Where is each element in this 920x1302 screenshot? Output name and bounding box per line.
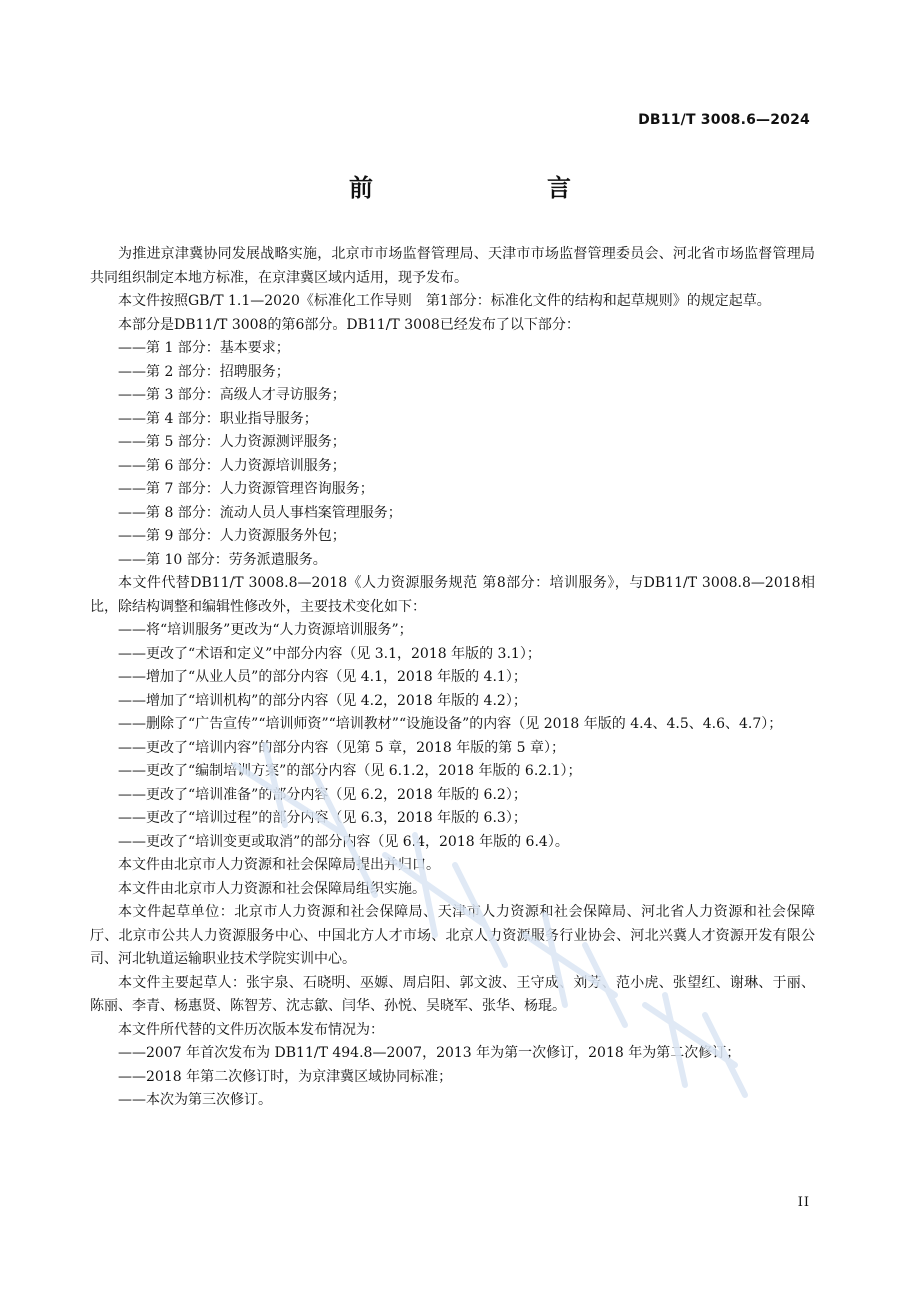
list-item: ——第 2 部分：招聘服务； <box>118 363 290 380</box>
paragraph: 本文件代替DB11/T 3008.8—2018《人力资源服务规范 第8部分：培训服务》，与DB11/T 3008.8—2018相比，除结构调整和编辑性修改外，主要技术变化如下： <box>90 575 815 615</box>
list-item: ——第 10 部分：劳务派遣服务。 <box>118 551 327 568</box>
paragraph: 本文件由北京市人力资源和社会保障局提出并归口。 <box>118 857 440 873</box>
page-number: II <box>797 1195 810 1210</box>
list-item: ——删除了“广告宣传”“培训师资”“培训教材”“设施设备”的内容（见 2018 年版的 4.4、4.5、4.6、4.7）； <box>118 716 783 732</box>
list-item: ——2018 年第二次修订时，为京津冀区域协同标准； <box>118 1068 453 1085</box>
standard-code: DB11/T 3008.6—2024 <box>638 112 810 128</box>
paragraph: 为推进京津冀协同发展战略实施，北京市市场监督管理局、天津市市场监督管理委员会、河北省市场监督管理局共同组织制定本地方标准，在京津冀区域内适用，现予发布。 <box>90 246 815 286</box>
list-item: ——将“培训服务”更改为“人力资源培训服务”； <box>118 622 413 638</box>
list-item: ——第 5 部分：人力资源测评服务； <box>118 434 346 450</box>
list-item: ——第 6 部分：人力资源培训服务； <box>118 457 346 474</box>
list-item: ——第 9 部分：人力资源服务外包； <box>118 528 346 544</box>
page-title: 前 言 <box>349 174 613 202</box>
list-item: ——增加了“从业人员”的部分内容（见 4.1，2018 年版的 4.1）； <box>118 669 527 685</box>
paragraph: 本文件所代替的文件历次版本发布情况为： <box>118 1021 384 1038</box>
document-body <box>90 243 815 1113</box>
list-item: ——更改了“培训准备”的部分内容（见 6.2，2018 年版的 6.2）； <box>118 786 527 803</box>
list-item: ——本次为第三次修订。 <box>118 1092 272 1108</box>
list-item: ——第 1 部分：基本要求； <box>118 340 290 356</box>
list-item: ——更改了“术语和定义”中部分内容（见 3.1，2018 年版的 3.1）； <box>118 645 541 662</box>
list-item: ——第 8 部分：流动人员人事档案管理服务； <box>118 504 402 521</box>
list-item: ——第 3 部分：高级人才寻访服务； <box>118 387 346 403</box>
list-item: ——更改了“培训过程”的部分内容（见 6.3，2018 年版的 6.3）； <box>118 810 527 826</box>
list-item: ——第 4 部分：职业指导服务； <box>118 410 318 427</box>
list-item: ——更改了“培训变更或取消”的部分内容（见 6.4，2018 年版的 6.4）。 <box>118 833 569 850</box>
paragraph: 本文件按照GB/T 1.1—2020《标准化工作导则 第1部分：标准化文件的结构和起草规则》的规定起草。 <box>118 293 771 309</box>
list-item: ——更改了“编制培训方案”的部分内容（见 6.1.2，2018 年版的 6.2.1）； <box>118 763 582 779</box>
list-item: ——第 7 部分：人力资源管理咨询服务； <box>118 481 374 497</box>
paragraph: 本文件由北京市人力资源和社会保障局组织实施。 <box>118 880 426 897</box>
paragraph: 本文件主要起草人：张宇泉、石晓明、巫嫄、周启阳、郭文波、王守成、刘芳、范小虎、张望红、谢琳、于丽、陈丽、李青、杨惠贤、陈智芳、沈志歙、闫华、孙悦、吴晓军、张华、杨琨。 <box>90 974 815 1014</box>
paragraph: 本部分是DB11/T 3008的第6部分。DB11/T 3008已经发布了以下部分： <box>118 316 580 333</box>
list-item: ——增加了“培训机构”的部分内容（见 4.2，2018 年版的 4.2）； <box>118 692 527 709</box>
paragraph: 本文件起草单位：北京市人力资源和社会保障局、天津市人力资源和社会保障局、河北省人力资源和社会保障厅、北京市公共人力资源服务中心、中国北方人才市场、北京人力资源服务行业协会、河北兴冀人才资源开发有限公司、河北轨道运输职业技术学院实训中心。 <box>90 904 815 967</box>
list-item: ——更改了“培训内容”的部分内容（见第 5 章，2018 年版的第 5 章）； <box>118 739 566 756</box>
list-item: ——2007 年首次发布为 DB11/T 494.8—2007，2013 年为第一次修订，2018 年为第二次修订； <box>118 1045 741 1061</box>
